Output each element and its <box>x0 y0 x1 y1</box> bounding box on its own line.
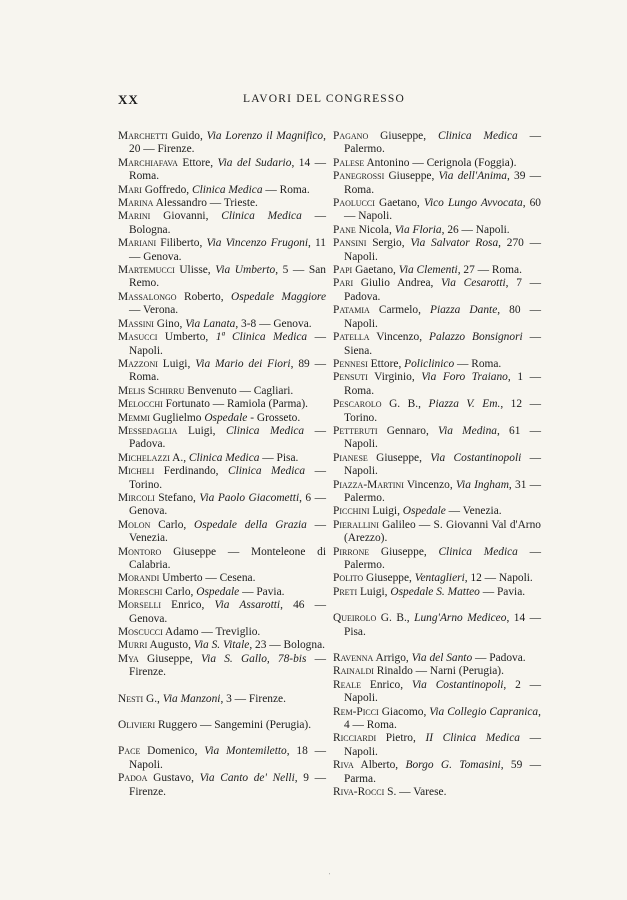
surname: Pianese <box>333 451 368 464</box>
entry-text: , 59 — Parma. <box>344 759 542 785</box>
entry-text: - Grosseto. <box>247 411 301 424</box>
entry-text: , 26 — Napoli. <box>441 223 510 236</box>
entry-text: Guido, <box>167 130 207 142</box>
entry-text: , 18 — Napoli. <box>129 745 326 771</box>
address-italic: Via Salvator Rosa <box>410 237 499 250</box>
page-mark: ' <box>329 873 331 879</box>
address-italic: Via Assarotti <box>214 599 281 612</box>
directory-entry <box>333 398 541 425</box>
directory-entry <box>333 304 541 331</box>
surname: Piazza-Martini <box>333 478 404 491</box>
surname: Masucci <box>118 331 158 344</box>
right-column <box>333 130 541 800</box>
entry-text: , 3-8 — Genova. <box>235 317 312 330</box>
entry-text: Guglielmo <box>149 411 205 424</box>
directory-entry <box>333 452 541 479</box>
entry-text: , 12 — Torino. <box>344 398 541 424</box>
directory-entry <box>118 492 326 519</box>
surname: Pagano <box>333 130 369 142</box>
surname: Riva-Rocci <box>333 786 385 799</box>
directory-entry <box>333 572 541 585</box>
entry-text: Arrigo, <box>373 652 412 665</box>
entry-text: Giacomo, <box>378 705 430 718</box>
surname: Mazzoni <box>118 357 158 370</box>
entry-text: Sergio, <box>366 237 411 250</box>
entry-text: G. B., <box>376 612 415 625</box>
surname: Murri <box>118 639 148 652</box>
entry-text: , 7 — Padova. <box>344 277 541 303</box>
entry-text: Adamo — Treviglio. <box>162 626 261 639</box>
entry-text: Nicola, <box>355 223 395 236</box>
entry-text: , 3 — Firenze. <box>220 692 286 705</box>
surname: Patella <box>333 331 370 344</box>
address-italic: Via Costantinopoli <box>411 678 504 691</box>
surname: Moreschi <box>118 585 163 598</box>
directory-entry <box>333 665 541 678</box>
surname: Papi <box>333 264 353 277</box>
surname: Morselli <box>118 599 162 612</box>
directory-entry <box>118 291 326 318</box>
surname: Preti <box>333 585 358 598</box>
entry-text: Ferdinando, <box>154 465 228 478</box>
surname: Padoa <box>118 772 148 785</box>
directory-entry <box>118 425 326 452</box>
entry-text: — Torino. <box>129 465 326 491</box>
entry-text: Luigi, <box>357 585 391 598</box>
directory-entry <box>118 452 326 465</box>
directory-entry <box>118 745 326 772</box>
entry-text: Goffredo, <box>141 183 192 196</box>
page-number: XX <box>118 92 139 107</box>
entry-text: Alessandro — Trieste. <box>153 197 258 210</box>
directory-entry <box>333 732 541 759</box>
surname: Pace <box>118 745 141 758</box>
entry-text: Giuseppe, <box>384 170 439 183</box>
entry-text: G. B., <box>381 398 429 411</box>
address-italic: Via S. Vitale <box>193 639 250 652</box>
directory-entry <box>333 224 541 237</box>
entry-text: Rinaldo — Narni (Perugia). <box>373 665 504 678</box>
entry-text: Luigi, <box>157 357 196 370</box>
directory-entry <box>333 170 541 197</box>
address-italic: Via Canto de' Nelli <box>199 772 295 785</box>
surname: Paolucci <box>333 197 375 210</box>
address-italic: Ospedale <box>196 585 240 598</box>
entry-text: G., <box>143 692 163 705</box>
address-italic: Clinica Medica <box>192 183 263 196</box>
directory-entry <box>333 331 541 358</box>
directory-entry <box>333 358 541 371</box>
directory-entry <box>118 210 326 237</box>
directory-entry <box>118 546 326 573</box>
address-italic: Piazza V. Em. <box>428 398 501 411</box>
address-italic: Palazzo Bonsignori <box>429 331 523 344</box>
entry-text: , 27 — Roma. <box>457 264 522 277</box>
surname: Rainaldi <box>333 665 374 678</box>
surname: Mariani <box>118 237 157 250</box>
address-italic: Ventaglieri <box>414 572 465 585</box>
directory-entry <box>118 331 326 358</box>
address-italic: Via Manzoni <box>162 692 221 705</box>
surname: Melocchi <box>118 398 163 411</box>
address-italic: Ospedale <box>402 505 446 518</box>
surname: Marina <box>118 197 154 210</box>
surname: Pansini <box>333 237 367 250</box>
entry-text: Umberto — Cesena. <box>159 572 256 585</box>
surname: Morandi <box>118 572 160 585</box>
directory-entry <box>118 412 326 425</box>
entry-text: Luigi, <box>177 424 226 437</box>
entry-text: Filiberto, <box>156 237 207 250</box>
entry-text: Carlo, <box>162 585 197 598</box>
entry-text: , 4 — Roma. <box>344 705 541 732</box>
surname: Panegrossi <box>333 170 385 183</box>
address-italic: Via Lanata <box>185 317 236 330</box>
address-italic: Via S. Gallo, 78-bis <box>201 652 307 665</box>
address-italic: Via Ingham <box>455 478 509 491</box>
entry-text: Alberto, <box>353 759 406 772</box>
entry-text: , 5 — San Remo. <box>129 264 326 290</box>
surname: Rem-Picci <box>333 705 379 718</box>
entry-text: Gustavo, <box>147 772 200 785</box>
directory-entry <box>333 679 541 706</box>
entry-text: — Palermo. <box>344 130 541 156</box>
entry-text: Gaetano, <box>374 197 424 210</box>
directory-entry <box>118 184 326 197</box>
entry-text: — Padova. <box>472 652 526 665</box>
surname: Mari <box>118 183 142 196</box>
surname: Polito <box>333 572 364 585</box>
address-italic: Via Cesarotti <box>441 277 506 290</box>
surname: Ravenna <box>333 652 374 665</box>
entry-text: A., <box>169 451 189 464</box>
directory-entry <box>118 519 326 546</box>
address-italic: Vico Lungo Avvocata <box>423 197 523 210</box>
directory-entry <box>118 586 326 599</box>
surname: Queirolo <box>333 612 377 625</box>
entry-text: Vincenzo, <box>403 478 456 491</box>
entry-text: , 89 — Roma. <box>129 357 326 384</box>
surname: Massini <box>118 317 154 330</box>
surname: Picchini <box>333 505 370 518</box>
directory-entry <box>118 772 326 799</box>
address-italic: Via Collegio Capranica <box>429 705 539 718</box>
entry-text: , 270 — Napoli. <box>344 237 541 263</box>
address-italic: Clinica Medica <box>188 451 260 464</box>
entry-text: Gaetano, <box>352 264 399 277</box>
entry-text: Roberto, <box>176 290 232 303</box>
address-italic: Via Mario dei Fiori <box>195 357 291 370</box>
entry-text: Vincenzo, <box>369 331 430 344</box>
directory-entry <box>333 264 541 277</box>
directory-entry <box>333 786 541 799</box>
entry-text: S. — Varese. <box>384 786 447 799</box>
entry-text: Giuseppe — Monteleone di Calabria. <box>129 545 326 571</box>
entry-text: — Pavia. <box>239 585 285 598</box>
entry-text: , 14 — Pisa. <box>344 612 541 638</box>
entry-text: Carlo, <box>150 518 194 531</box>
directory-entry <box>333 157 541 170</box>
surname: Massalongo <box>118 290 177 303</box>
address-italic: Via dell'Anima <box>438 170 507 183</box>
surname: Moscucci <box>118 626 163 639</box>
address-italic: Via Costantinopoli <box>430 451 522 464</box>
address-italic: 1ª Clinica Medica <box>215 331 308 344</box>
surname: Micheli <box>118 465 155 478</box>
directory-entry <box>118 130 326 157</box>
directory-entry <box>118 385 326 398</box>
entry-text: Antonino — Cerignola (Foggia). <box>364 156 517 169</box>
directory-entry <box>118 398 326 411</box>
address-italic: Ospedale S. Matteo <box>390 585 480 598</box>
entry-text: — Palermo. <box>344 545 541 571</box>
entry-text: , 6 — Genova. <box>129 491 326 518</box>
address-italic: Ospedale della Grazia <box>193 518 307 531</box>
surname: Patamia <box>333 304 370 317</box>
address-italic: Via Umberto <box>215 264 276 277</box>
surname: Petteruti <box>333 424 378 437</box>
entry-text: — Napoli. <box>344 732 541 758</box>
directory-entry <box>118 237 326 264</box>
running-title: LAVORI DEL CONGRESSO <box>242 93 405 105</box>
entry-text: , 1 — Roma. <box>344 371 541 397</box>
entry-text: , 80 — Napoli. <box>344 304 541 330</box>
entry-text: , 9 — Firenze. <box>129 772 326 798</box>
address-italic: Via Medina <box>438 424 497 437</box>
entry-text: Augusto, <box>147 639 194 652</box>
directory-entry <box>118 626 326 639</box>
surname: Marchiafava <box>118 156 178 169</box>
entry-text: — Venezia. <box>129 518 326 545</box>
entry-text: , 11 — Genova. <box>129 237 326 263</box>
surname: Pierallini <box>333 518 379 531</box>
address-italic: Ospedale <box>204 411 248 424</box>
surname: Montoro <box>118 545 162 558</box>
directory-entry <box>333 371 541 398</box>
address-italic: Clinica Medica <box>438 130 518 142</box>
surname: Melis Schirru <box>118 384 185 397</box>
entry-text: Umberto, <box>157 331 216 344</box>
directory-entry <box>118 318 326 331</box>
surname: Ricciardi <box>333 732 377 745</box>
surname: Mya <box>118 652 139 665</box>
surname: Michelazzi <box>118 451 170 464</box>
surname: Pescarolo <box>333 398 382 411</box>
address-italic: Via Floria <box>394 223 442 236</box>
address-italic: Via Clementi <box>398 264 458 277</box>
address-italic: II Clinica Medica <box>425 732 520 745</box>
address-italic: Policlinico <box>404 357 455 370</box>
entry-text: Gino, <box>153 317 186 330</box>
entry-text: — Pisa. <box>259 451 299 464</box>
surname: Marini <box>118 210 151 223</box>
surname: Olivieri <box>118 719 156 732</box>
entry-text: Virginio, <box>367 371 422 384</box>
entry-text: Ruggero — Sangemini (Perugia). <box>155 719 312 732</box>
surname: Molon <box>118 518 151 531</box>
address-italic: Via Montemiletto <box>204 745 287 758</box>
left-column <box>118 130 326 799</box>
directory-entry <box>333 479 541 506</box>
address-italic: Clinica Medica <box>227 465 306 478</box>
surname: Nesti <box>118 692 144 705</box>
address-italic: Via Paolo Giacometti <box>199 491 300 504</box>
address-italic: Via del Sudario <box>217 156 292 169</box>
surname: Marchetti <box>118 130 168 142</box>
entry-text: — Roma. <box>454 357 502 370</box>
surname: Reale <box>333 678 362 691</box>
entry-text: Giovanni, <box>150 210 222 223</box>
directory-entry <box>333 237 541 264</box>
directory-entry <box>333 546 541 573</box>
directory-entry <box>333 519 541 546</box>
directory-entry <box>333 505 541 518</box>
address-italic: Via Foro Traiano <box>421 371 508 384</box>
directory-entry <box>118 653 326 680</box>
directory-entry <box>118 639 326 652</box>
entry-text: — Roma. <box>262 183 310 196</box>
entry-text: — Pavia. <box>479 585 526 598</box>
surname: Pensuti <box>333 371 368 384</box>
surname: Pari <box>333 277 354 290</box>
entry-text: — Firenze. <box>129 652 326 679</box>
directory-entry <box>118 465 326 492</box>
directory-entry <box>333 586 541 599</box>
entry-text: Ulisse, <box>174 264 216 277</box>
entry-text: , 12 — Napoli. <box>464 572 533 585</box>
directory-entry <box>333 425 541 452</box>
directory-entry <box>118 572 326 585</box>
entry-text: Giuseppe, <box>369 545 439 558</box>
entry-text: Giuseppe, <box>368 130 438 142</box>
directory-entry <box>333 277 541 304</box>
directory-entry <box>333 652 541 665</box>
directory-entry <box>333 130 541 157</box>
directory-entry <box>118 157 326 184</box>
entry-text: Enrico, <box>161 599 215 612</box>
directory-entry <box>118 719 326 732</box>
entry-text: Gennaro, <box>377 424 439 437</box>
entry-text: Benvenuto — Cagliari. <box>184 384 294 397</box>
address-italic: Clinica Medica <box>221 210 302 223</box>
entry-text: Ettore, <box>367 357 405 370</box>
entry-text: Giuseppe, <box>138 652 202 665</box>
surname: Messedaglia <box>118 424 178 437</box>
directory-entry <box>118 599 326 626</box>
surname: Pane <box>333 223 356 236</box>
surname: Martemucci <box>118 264 175 277</box>
entry-text: — Bologna. <box>129 210 326 236</box>
entry-text: , 31 — Palermo. <box>344 478 541 504</box>
directory-entry <box>118 264 326 291</box>
entry-text: Stefano, <box>154 491 200 504</box>
entry-text: Enrico, <box>361 678 412 691</box>
address-italic: Lung'Arno Mediceo <box>414 612 507 625</box>
entry-text: Giuseppe, <box>367 451 431 464</box>
entry-text: , 60 — Napoli. <box>344 197 541 223</box>
entry-text: — Napoli. <box>344 451 541 478</box>
entry-text: — Napoli. <box>129 331 326 357</box>
entry-text: , 14 — Roma. <box>129 156 326 183</box>
directory-entry <box>118 358 326 385</box>
address-italic: Clinica Medica <box>225 424 305 437</box>
entry-text: Fortunato — Ramiola (Parma). <box>162 398 308 411</box>
entry-text: , 39 — Roma. <box>344 170 541 196</box>
directory-entry <box>118 197 326 210</box>
entry-text: Ettore, <box>177 156 218 169</box>
entry-text: Carmelo, <box>369 304 430 317</box>
address-italic: Via Vincenzo Frugoni <box>206 237 309 250</box>
surname: Pirrone <box>333 545 370 558</box>
directory-entry <box>333 706 541 733</box>
surname: Mircoli <box>118 491 155 504</box>
entry-text: — Venezia. <box>445 505 502 518</box>
address-italic: Clinica Medica <box>438 545 518 558</box>
entry-text: Domenico, <box>140 745 205 758</box>
address-italic: Ospedale Maggiore <box>231 290 326 303</box>
surname: Riva <box>333 759 354 772</box>
surname: Memmi <box>118 411 150 424</box>
address-italic: Via Lorenzo il Magnifico <box>206 130 324 142</box>
address-italic: Piazza Dante <box>429 304 498 317</box>
entry-text: , 23 — Bologna. <box>249 639 325 652</box>
entry-text: , 46 — Genova. <box>129 599 326 625</box>
entry-text: — Siena. <box>344 331 541 357</box>
entry-text: , 20 — Firenze. <box>129 130 326 156</box>
address-italic: Via del Santo <box>411 652 473 665</box>
page-header <box>118 92 530 112</box>
entry-text: Pietro, <box>376 732 426 745</box>
entry-text: — Padova. <box>129 424 326 451</box>
surname: Pennesi <box>333 357 368 370</box>
entry-text: , 61 — Napoli. <box>344 424 542 451</box>
entry-text: Galileo — S. Giovanni Val d'Arno (Arezzo). <box>344 518 541 545</box>
entry-text: Giulio Andrea, <box>353 277 442 290</box>
entry-text: — Verona. <box>129 304 179 317</box>
surname: Palese <box>333 156 365 169</box>
directory-entry <box>118 693 326 706</box>
directory-entry <box>333 612 541 639</box>
entry-text: , 2 — Napoli. <box>344 678 541 705</box>
directory-entry <box>333 197 541 224</box>
address-italic: Borgo G. Tomasini <box>405 759 501 772</box>
directory-entry <box>333 759 541 786</box>
entry-text: Luigi, <box>369 505 403 518</box>
entry-text: Giuseppe, <box>363 572 415 585</box>
